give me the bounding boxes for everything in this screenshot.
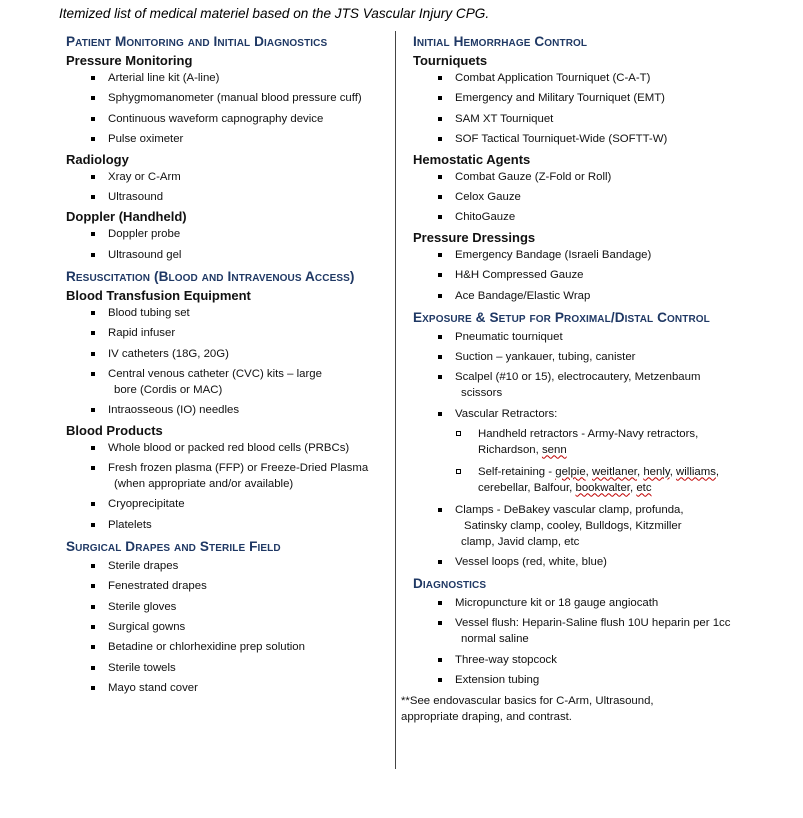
list-item: Combat Gauze (Z-Fold or Roll) xyxy=(413,169,795,185)
document-title: Itemized list of medical materiel based on the JTS Vascular Injury CPG. xyxy=(59,6,490,21)
spellcheck-word: bookwalter xyxy=(575,481,630,494)
endovascular-note xyxy=(401,693,795,725)
list-item-text: , xyxy=(636,465,644,478)
list-item-line: Handheld retractors - Army-Navy retractors, xyxy=(478,427,699,440)
doppler-list xyxy=(66,226,388,262)
list-item-text: , xyxy=(715,465,720,478)
list-item-text: Richardson, xyxy=(478,443,542,456)
list-item: Doppler probe xyxy=(66,226,388,242)
list-item-line: scissors xyxy=(461,387,503,400)
tourniquets-list xyxy=(413,70,795,147)
list-item: Celox Gauze xyxy=(413,189,795,205)
list-item xyxy=(413,502,795,550)
spellcheck-word: etc xyxy=(636,481,652,494)
list-item: Blood tubing set xyxy=(66,305,388,321)
list-item: H&H Compressed Gauze xyxy=(413,267,795,283)
list-item: Sterile towels xyxy=(66,660,388,676)
list-item: Arterial line kit (A-line) xyxy=(66,70,388,86)
blood-transfusion-list xyxy=(66,305,388,419)
drapes-list xyxy=(66,558,388,696)
list-item: Pulse oximeter xyxy=(66,131,388,147)
list-item: Micropuncture kit or 18 gauge angiocath xyxy=(413,595,795,611)
left-column xyxy=(66,28,388,701)
spellcheck-word: senn xyxy=(541,443,567,456)
list-item-line: Satinsky clamp, cooley, Bulldogs, Kitzmiller xyxy=(464,519,682,532)
list-item-line: normal saline xyxy=(461,633,529,646)
list-item: Rapid infuser xyxy=(66,325,388,341)
list-item-line: Vessel flush: Heparin-Saline flush 10U heparin per 1cc xyxy=(455,617,731,630)
list-item: Emergency Bandage (Israeli Bandage) xyxy=(413,247,795,263)
list-item-line: (when appropriate and/or available) xyxy=(114,478,294,491)
diagnostics-list xyxy=(413,595,795,688)
list-item: Extension tubing xyxy=(413,672,795,688)
list-item-text: , xyxy=(669,465,677,478)
right-column xyxy=(401,28,795,725)
list-item: SOF Tactical Tourniquet-Wide (SOFTT-W) xyxy=(413,131,795,147)
note-line: appropriate draping, and contrast. xyxy=(401,710,572,723)
list-item: Pneumatic tourniquet xyxy=(413,329,795,345)
subheading-tourniquets: Tourniquets xyxy=(413,53,488,68)
spellcheck-word: gelpie xyxy=(555,465,586,478)
list-item: Intraosseous (IO) needles xyxy=(66,402,388,418)
list-item: Sphygmomanometer (manual blood pressure cuff) xyxy=(66,90,388,106)
list-item: Ace Bandage/Elastic Wrap xyxy=(413,288,795,304)
list-item: Fenestrated drapes xyxy=(66,578,388,594)
list-item-line: Fresh frozen plasma (FFP) or Freeze-Dried Plasma xyxy=(108,462,369,475)
sublist-item xyxy=(455,464,795,496)
subheading-pressure-monitoring: Pressure Monitoring xyxy=(66,53,193,68)
list-item xyxy=(413,406,795,496)
exposure-list xyxy=(413,329,795,571)
subheading-radiology: Radiology xyxy=(66,151,129,167)
list-item-text: Self-retaining - xyxy=(478,465,556,478)
list-item xyxy=(413,369,795,401)
list-item: Mayo stand cover xyxy=(66,680,388,696)
list-item: Vessel loops (red, white, blue) xyxy=(413,554,795,570)
list-item xyxy=(66,366,388,398)
list-item: Sterile drapes xyxy=(66,558,388,574)
subheading-blood-products: Blood Products xyxy=(66,422,163,438)
section-heading-monitoring: Patient Monitoring and Initial Diagnostics xyxy=(66,34,328,49)
list-item: Ultrasound gel xyxy=(66,247,388,263)
list-item-text: cerebellar, Balfour, xyxy=(478,481,576,494)
column-divider xyxy=(395,31,396,769)
dressings-list xyxy=(413,247,795,304)
list-item: Suction – yankauer, tubing, canister xyxy=(413,349,795,365)
list-item xyxy=(413,615,795,647)
list-item: SAM XT Tourniquet xyxy=(413,111,795,127)
list-item: Sterile gloves xyxy=(66,599,388,615)
list-item-line: bore (Cordis or MAC) xyxy=(114,383,223,396)
spellcheck-word: weitlaner xyxy=(592,465,637,478)
list-item: Whole blood or packed red blood cells (PRBCs) xyxy=(66,440,388,456)
blood-products-list xyxy=(66,440,388,533)
section-heading-hemorrhage: Initial Hemorrhage Control xyxy=(413,34,588,49)
section-heading-diagnostics: Diagnostics xyxy=(413,576,487,592)
section-heading-resuscitation: Resuscitation (Blood and Intravenous Access) xyxy=(66,268,355,284)
retractors-sublist xyxy=(455,426,795,496)
pressure-monitoring-list xyxy=(66,70,388,147)
list-item-line: Central venous catheter (CVC) kits – large xyxy=(108,367,322,380)
spellcheck-word: williams xyxy=(676,465,716,478)
note-line: **See endovascular basics for C-Arm, Ultrasound, xyxy=(401,694,654,707)
list-item-line: Scalpel (#10 or 15), electrocautery, Metzenbaum xyxy=(455,371,701,384)
list-item: Platelets xyxy=(66,517,388,533)
list-item: Cryoprecipitate xyxy=(66,496,388,512)
list-item-text: , xyxy=(629,481,637,494)
list-item: IV catheters (18G, 20G) xyxy=(66,346,388,362)
sublist-item xyxy=(455,426,795,458)
list-item: Ultrasound xyxy=(66,189,388,205)
section-heading-exposure: Exposure & Setup for Proximal/Distal Control xyxy=(413,309,710,325)
list-item-text: , xyxy=(585,465,592,478)
subheading-doppler: Doppler (Handheld) xyxy=(66,209,187,225)
hemostatic-list xyxy=(413,169,795,226)
radiology-list xyxy=(66,169,388,205)
list-item: Xray or C-Arm xyxy=(66,169,388,185)
list-item: Continuous waveform capnography device xyxy=(66,111,388,127)
list-item: Three-way stopcock xyxy=(413,652,795,668)
list-item: Surgical gowns xyxy=(66,619,388,635)
subheading-pressure-dressings: Pressure Dressings xyxy=(413,229,536,245)
list-item: Emergency and Military Tourniquet (EMT) xyxy=(413,90,795,106)
list-item: Betadine or chlorhexidine prep solution xyxy=(66,639,388,655)
list-item-line: clamp, Javid clamp, etc xyxy=(461,535,580,548)
spellcheck-word: henly xyxy=(643,465,670,478)
list-item-line: Clamps - DeBakey vascular clamp, profunda, xyxy=(455,503,684,516)
list-item-label: Vascular Retractors: xyxy=(455,407,558,420)
list-item xyxy=(66,460,388,492)
section-heading-drapes: Surgical Drapes and Sterile Field xyxy=(66,538,281,554)
list-item: ChitoGauze xyxy=(413,209,795,225)
list-item: Combat Application Tourniquet (C-A-T) xyxy=(413,70,795,86)
subheading-blood-transfusion: Blood Transfusion Equipment xyxy=(66,287,251,303)
subheading-hemostatic-agents: Hemostatic Agents xyxy=(413,151,531,167)
